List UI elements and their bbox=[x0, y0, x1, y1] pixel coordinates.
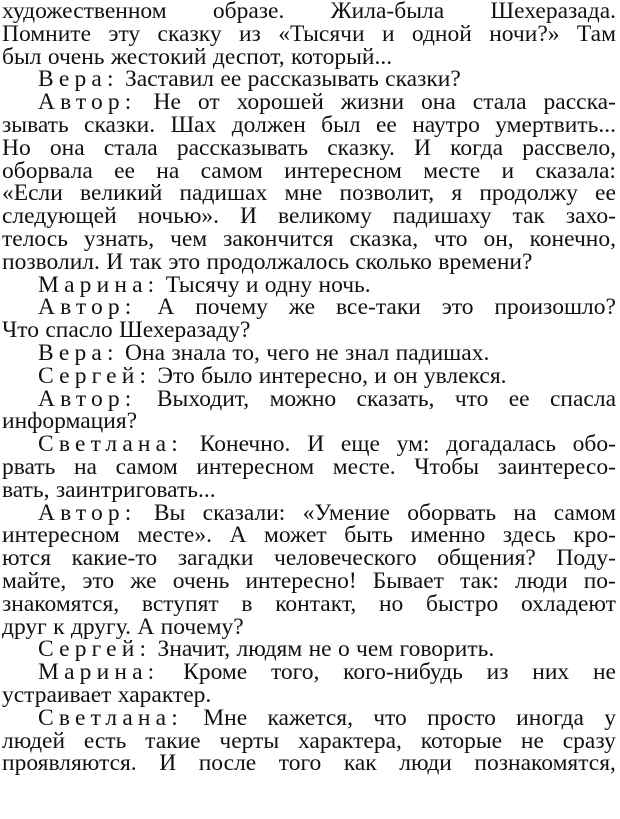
line-word: увлекся. bbox=[423, 362, 507, 389]
line-word: одну bbox=[264, 271, 313, 298]
line-word: о bbox=[337, 636, 350, 663]
line-word: еще bbox=[340, 431, 380, 458]
line-word: того, bbox=[270, 659, 320, 686]
line-word: черты bbox=[219, 727, 280, 754]
speaker-name: Автор: bbox=[38, 499, 137, 526]
text-line bbox=[2, 248, 616, 275]
line-word: заинтриговать... bbox=[55, 476, 216, 503]
line-word: ночи?» bbox=[489, 20, 560, 47]
text-line bbox=[2, 43, 616, 70]
line-word: не bbox=[308, 636, 332, 663]
line-word: на bbox=[156, 157, 180, 184]
line-word: Не bbox=[153, 89, 181, 116]
line-word: художественном bbox=[2, 0, 167, 24]
text-line bbox=[2, 319, 616, 342]
text-line bbox=[2, 704, 616, 731]
text-line bbox=[2, 727, 616, 754]
line-word: рассвело, bbox=[522, 134, 616, 161]
line-word: стала bbox=[472, 89, 527, 116]
line-word: Жила-была bbox=[330, 0, 445, 24]
speaker-name: Сергей: bbox=[38, 362, 152, 389]
text-line bbox=[2, 271, 616, 298]
line-word: ночь. bbox=[318, 271, 371, 298]
line-word: сказала: bbox=[535, 157, 616, 184]
line-word: чем bbox=[170, 225, 208, 252]
text-line bbox=[2, 111, 616, 138]
line-word: сказку. bbox=[327, 134, 395, 161]
line-word: из bbox=[486, 659, 509, 686]
line-word: Помните bbox=[2, 20, 91, 47]
speaker-name: Марина: bbox=[38, 659, 160, 686]
line-word: «Если bbox=[2, 180, 63, 207]
line-word: по- bbox=[583, 567, 616, 594]
line-word: оборвать bbox=[407, 499, 497, 526]
line-word: узнать, bbox=[83, 225, 155, 252]
line-word: и bbox=[381, 20, 395, 47]
line-word: Шах bbox=[170, 111, 217, 138]
text-line bbox=[2, 134, 616, 161]
text-line bbox=[2, 385, 616, 412]
line-word: на bbox=[73, 453, 97, 480]
line-word: ее bbox=[375, 111, 397, 138]
line-word: на bbox=[513, 499, 537, 526]
line-word: следующей bbox=[2, 203, 117, 230]
line-word: у bbox=[604, 704, 616, 731]
line-word: образе. bbox=[212, 0, 285, 24]
speaker-name: Автор: bbox=[38, 89, 137, 116]
text-line bbox=[2, 339, 616, 366]
line-word: А bbox=[229, 522, 247, 549]
line-word: здесь bbox=[502, 522, 556, 549]
line-word: интересном bbox=[284, 157, 402, 184]
line-word: такие bbox=[145, 727, 201, 754]
line-word: месте bbox=[423, 157, 481, 184]
line-word: стала bbox=[103, 134, 158, 161]
line-word: очень bbox=[47, 43, 105, 70]
line-word: сказали: bbox=[202, 499, 286, 526]
text-line bbox=[2, 661, 616, 684]
line-word: Конечно. bbox=[199, 431, 291, 458]
dialogue-text bbox=[2, 0, 616, 775]
line-word: так bbox=[512, 203, 545, 230]
text-line bbox=[2, 68, 616, 91]
line-word: самом bbox=[200, 157, 263, 184]
text-line bbox=[2, 205, 616, 228]
line-word: А bbox=[157, 294, 175, 321]
line-word: это bbox=[82, 567, 115, 594]
line-word: кажется, bbox=[267, 704, 353, 731]
line-word: должен bbox=[231, 111, 306, 138]
line-word: И bbox=[307, 431, 325, 458]
line-word: Выходит, bbox=[156, 385, 250, 412]
line-word: продолжу bbox=[479, 180, 578, 207]
line-word: ум: bbox=[396, 431, 430, 458]
text-line bbox=[2, 638, 616, 661]
line-word: зывать bbox=[2, 111, 69, 138]
line-word: который... bbox=[291, 43, 393, 70]
line-word: кого-нибудь bbox=[343, 659, 463, 686]
line-word: он, bbox=[483, 225, 514, 252]
line-word: человеческого bbox=[274, 545, 417, 572]
line-word: сказку bbox=[157, 20, 222, 47]
line-word: почему? bbox=[160, 613, 244, 640]
line-word: ее bbox=[595, 180, 616, 207]
text-line bbox=[2, 590, 616, 617]
line-word: кро- bbox=[573, 522, 616, 549]
text-line bbox=[2, 182, 616, 205]
line-word: Это bbox=[157, 362, 195, 389]
line-word: закончится bbox=[223, 225, 334, 252]
line-word: друг bbox=[2, 613, 47, 640]
line-word: Шехеразада. bbox=[490, 0, 616, 24]
line-word: было bbox=[201, 362, 253, 389]
line-word: быстро bbox=[426, 590, 499, 617]
line-word: А bbox=[137, 613, 155, 640]
line-word: знала bbox=[171, 339, 226, 366]
line-word: мне bbox=[284, 180, 323, 207]
text-line bbox=[2, 157, 616, 184]
line-word: в bbox=[241, 590, 253, 617]
line-word: что bbox=[434, 225, 468, 252]
line-word: же bbox=[288, 294, 316, 321]
line-word: именно bbox=[410, 522, 486, 549]
line-word: почему bbox=[195, 294, 268, 321]
line-word: знакомятся, bbox=[2, 590, 120, 617]
line-word: Кроме bbox=[183, 659, 248, 686]
speaker-name: Вера: bbox=[38, 66, 119, 93]
line-word: что bbox=[454, 385, 489, 412]
line-word: времени? bbox=[438, 248, 533, 275]
line-word: Шехеразаду? bbox=[119, 317, 251, 344]
line-word: Бывает bbox=[372, 567, 444, 594]
line-word: все-таки bbox=[335, 294, 421, 321]
line-word: И bbox=[159, 750, 177, 777]
text-line bbox=[2, 91, 616, 114]
line-word: просто bbox=[427, 704, 496, 731]
line-word: вступят bbox=[141, 590, 219, 617]
line-word: это bbox=[168, 248, 201, 275]
line-word: падишаху bbox=[392, 203, 492, 230]
line-word: Мне bbox=[203, 704, 248, 731]
line-word: того bbox=[278, 750, 322, 777]
text-line bbox=[2, 0, 616, 23]
speaker-name: Светлана: bbox=[38, 431, 183, 458]
line-word: так bbox=[129, 248, 162, 275]
line-word: догадалась bbox=[446, 431, 556, 458]
line-word: Заставил bbox=[125, 66, 215, 93]
text-line bbox=[2, 410, 616, 433]
line-word: месте. bbox=[332, 453, 396, 480]
speaker-name: Автор: bbox=[38, 294, 137, 321]
line-word: иногда bbox=[516, 704, 584, 731]
line-word: сказать, bbox=[356, 385, 435, 412]
line-word: другу. bbox=[70, 613, 131, 640]
line-word: не bbox=[520, 727, 544, 754]
line-word: проявляются. bbox=[2, 750, 137, 777]
line-word: самом bbox=[115, 453, 178, 480]
line-word: чем bbox=[356, 636, 394, 663]
line-word: майте, bbox=[2, 567, 67, 594]
line-word: так: bbox=[460, 567, 499, 594]
line-word: он bbox=[393, 362, 418, 389]
line-word: как bbox=[343, 750, 377, 777]
line-word: «Тысячи bbox=[278, 20, 365, 47]
line-word: жизни bbox=[340, 89, 405, 116]
line-word: загадки bbox=[177, 545, 254, 572]
line-word: сколько bbox=[355, 248, 432, 275]
line-word: то, bbox=[232, 339, 260, 366]
line-word: и bbox=[501, 157, 515, 184]
line-word: «Умение bbox=[302, 499, 390, 526]
line-word: рассказывать bbox=[176, 134, 309, 161]
line-word: говорить. bbox=[399, 636, 495, 663]
line-word: И bbox=[240, 203, 258, 230]
line-word: же bbox=[130, 567, 157, 594]
line-word: расска- bbox=[543, 89, 616, 116]
line-word: них bbox=[532, 659, 570, 686]
text-line bbox=[2, 296, 616, 319]
line-word: знал bbox=[345, 339, 390, 366]
line-word: к bbox=[53, 613, 65, 640]
text-line bbox=[2, 225, 616, 252]
line-word: деспот, bbox=[212, 43, 285, 70]
line-word: телось bbox=[2, 225, 68, 252]
line-word: ночью». bbox=[137, 203, 220, 230]
line-word: сказки. bbox=[84, 111, 156, 138]
line-word: интересно, bbox=[258, 362, 368, 389]
line-word: позволил. bbox=[2, 248, 100, 275]
line-word: не bbox=[315, 339, 339, 366]
text-line bbox=[2, 20, 616, 47]
line-word: позволит, bbox=[339, 180, 435, 207]
line-word: произошло? bbox=[494, 294, 616, 321]
line-word: Чтобы bbox=[414, 453, 479, 480]
line-word: люди bbox=[399, 750, 452, 777]
line-word: охладеют bbox=[520, 590, 616, 617]
line-word: людям bbox=[236, 636, 303, 663]
line-word: умертвить... bbox=[495, 111, 616, 138]
speaker-name: Светлана: bbox=[38, 704, 183, 731]
line-word: и bbox=[245, 271, 259, 298]
line-word: рассказывать bbox=[247, 66, 379, 93]
line-word: не bbox=[592, 659, 616, 686]
line-word: это bbox=[441, 294, 474, 321]
text-line bbox=[2, 499, 616, 526]
line-word: характер. bbox=[117, 681, 212, 708]
speaker-name: Сергей: bbox=[38, 636, 152, 663]
line-word: люди bbox=[515, 567, 568, 594]
line-word: людей bbox=[2, 727, 66, 754]
line-word: сразу bbox=[562, 727, 616, 754]
line-word: что bbox=[373, 704, 407, 731]
line-word: был bbox=[321, 111, 361, 138]
line-word: Она bbox=[125, 339, 165, 366]
line-word: был bbox=[2, 43, 42, 70]
line-word: падишах. bbox=[395, 339, 490, 366]
line-word: одной bbox=[411, 20, 472, 47]
speaker-name: Марина: bbox=[38, 271, 160, 298]
text-line bbox=[2, 453, 616, 480]
text-line bbox=[2, 476, 616, 503]
line-word: великому bbox=[277, 203, 372, 230]
line-word: которые bbox=[420, 727, 503, 754]
line-word: чего bbox=[266, 339, 310, 366]
line-word: наутро bbox=[412, 111, 480, 138]
line-word: спасла bbox=[549, 385, 616, 412]
line-word: конечно, bbox=[529, 225, 616, 252]
text-line bbox=[2, 613, 616, 640]
line-word: какие-то bbox=[71, 545, 158, 572]
line-word: общения? bbox=[437, 545, 536, 572]
line-word: она bbox=[421, 89, 456, 116]
text-line bbox=[2, 362, 616, 389]
line-word: очень bbox=[172, 567, 230, 594]
line-word: продолжалось bbox=[206, 248, 350, 275]
line-word: интересном bbox=[196, 453, 315, 480]
line-word: ее bbox=[508, 385, 530, 412]
line-word: интересно! bbox=[245, 567, 357, 594]
line-word: самом bbox=[553, 499, 616, 526]
line-word: И bbox=[106, 248, 124, 275]
text-line bbox=[2, 547, 616, 570]
line-word: может bbox=[264, 522, 327, 549]
line-word: Вы bbox=[153, 499, 186, 526]
line-word: познакомятся, bbox=[474, 750, 616, 777]
line-word: Поду- bbox=[556, 545, 616, 572]
text-line bbox=[2, 681, 616, 708]
line-word: когда bbox=[450, 134, 504, 161]
line-word: вать, bbox=[2, 476, 50, 503]
line-word: хорошей bbox=[236, 89, 324, 116]
line-word: есть bbox=[83, 727, 127, 754]
line-word: ются bbox=[2, 545, 52, 572]
line-word: обо- bbox=[572, 431, 616, 458]
line-word: месте». bbox=[137, 522, 212, 549]
line-word: падишах bbox=[179, 180, 268, 207]
line-word: интересном bbox=[2, 522, 120, 549]
line-word: Значит, bbox=[157, 636, 231, 663]
line-word: заинтересо- bbox=[497, 453, 616, 480]
text-line bbox=[2, 567, 616, 594]
text-line bbox=[2, 752, 616, 775]
line-word: спасло bbox=[45, 317, 113, 344]
line-word: великий bbox=[80, 180, 163, 207]
line-word: я bbox=[451, 180, 463, 207]
line-word: оборвала bbox=[2, 157, 93, 184]
text-line bbox=[2, 524, 616, 547]
line-word: из bbox=[238, 20, 261, 47]
line-word: захо- bbox=[565, 203, 616, 230]
line-word: рвать bbox=[2, 453, 56, 480]
line-word: Но bbox=[2, 134, 31, 161]
line-word: быть bbox=[344, 522, 393, 549]
speaker-name: Автор: bbox=[38, 385, 137, 412]
line-word: ее bbox=[114, 157, 135, 184]
text-line bbox=[2, 433, 616, 456]
line-word: И bbox=[414, 134, 431, 161]
line-word: от bbox=[197, 89, 220, 116]
line-word: сказки? bbox=[385, 66, 461, 93]
line-word: информация? bbox=[2, 408, 138, 435]
line-word: Что bbox=[2, 317, 39, 344]
line-word: устраивает bbox=[2, 681, 112, 708]
line-word: она bbox=[49, 134, 85, 161]
speaker-name: Вера: bbox=[38, 339, 119, 366]
line-word: жестокий bbox=[110, 43, 207, 70]
line-word: характера, bbox=[297, 727, 402, 754]
line-word: после bbox=[198, 750, 257, 777]
line-word: ее bbox=[220, 66, 242, 93]
line-word: контакт, bbox=[275, 590, 357, 617]
line-word: эту bbox=[108, 20, 141, 47]
line-word: и bbox=[374, 362, 387, 389]
line-word: можно bbox=[269, 385, 337, 412]
line-word: но bbox=[378, 590, 404, 617]
line-word: Тысячу bbox=[165, 271, 240, 298]
line-word: Там bbox=[576, 20, 616, 47]
line-word: сказка, bbox=[349, 225, 419, 252]
